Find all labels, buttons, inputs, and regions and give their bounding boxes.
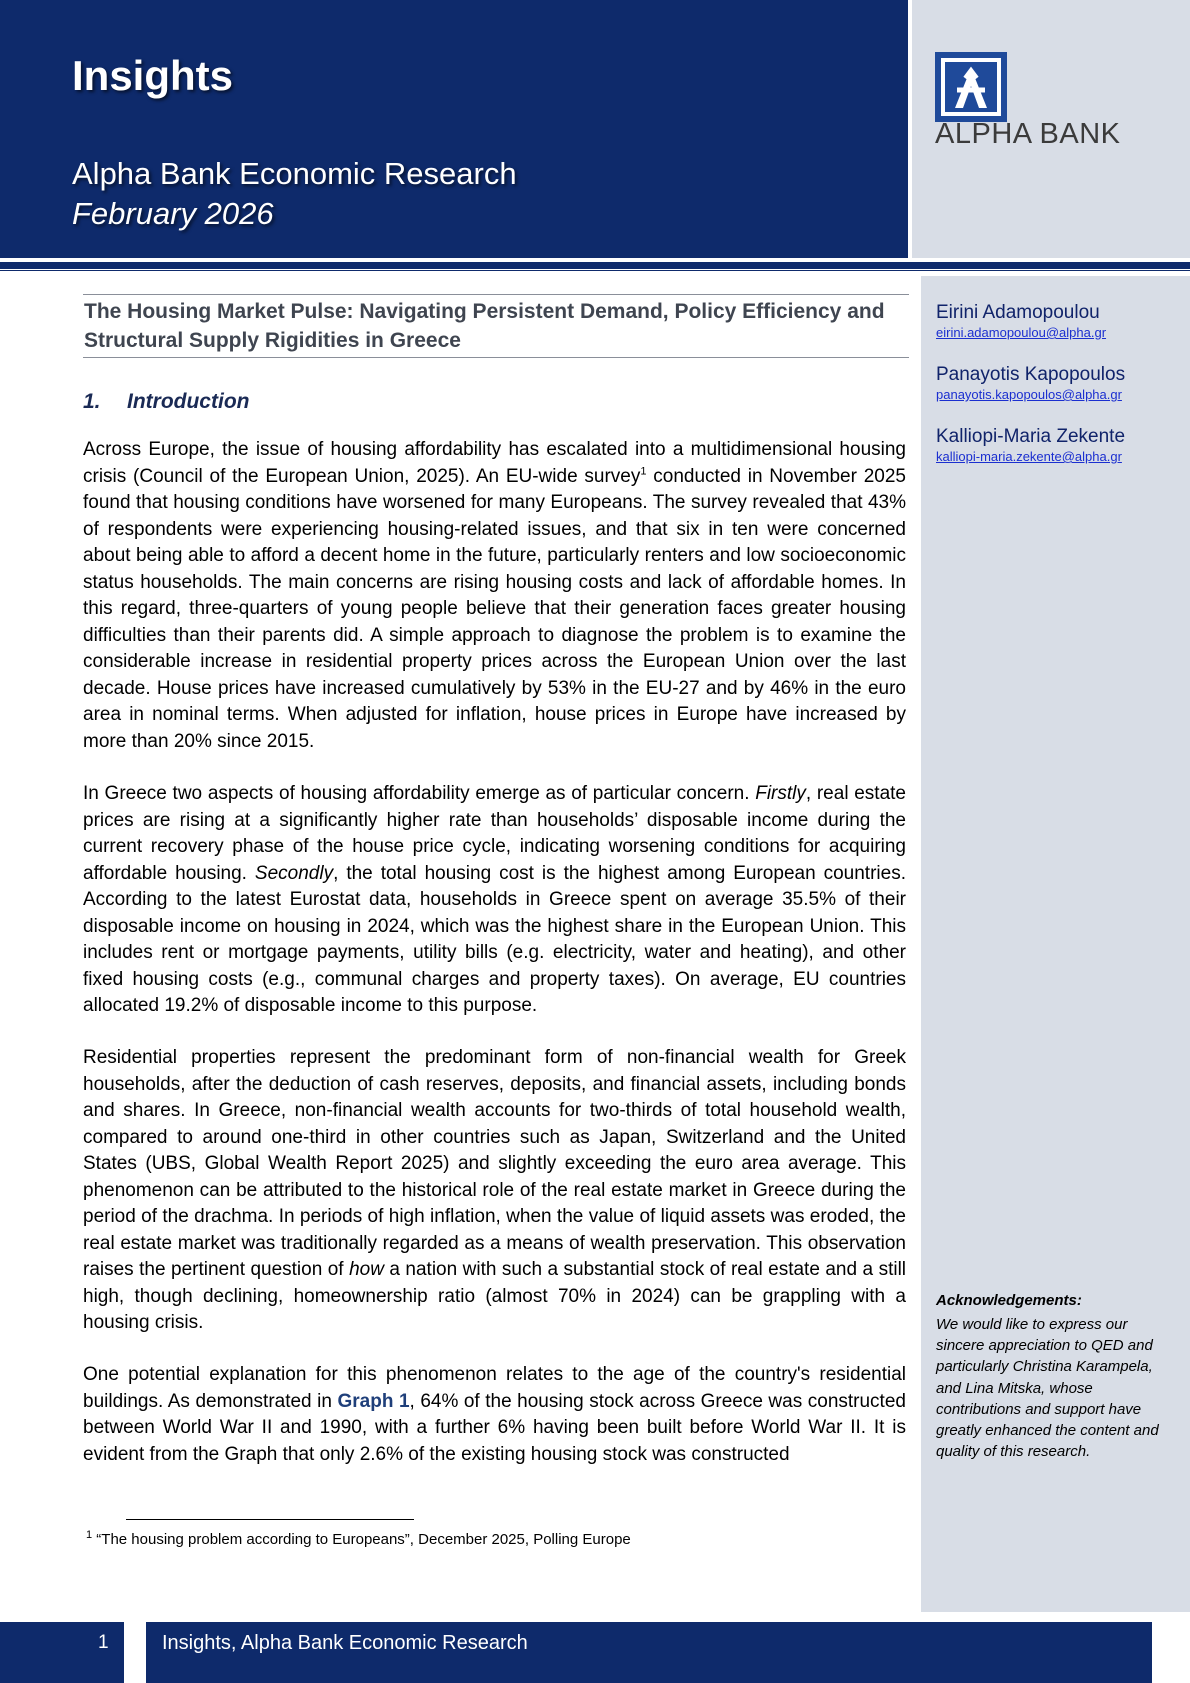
author-name: Eirini Adamopoulou <box>936 302 1100 323</box>
acknowledgements <box>936 1292 1176 1462</box>
author-name: Kalliopi-Maria Zekente <box>936 426 1126 447</box>
paragraph-3 <box>83 1045 906 1337</box>
footnote-marker: 1 <box>86 1529 93 1541</box>
author-1 <box>936 302 1106 340</box>
author-3 <box>936 426 1125 464</box>
header-rule <box>0 262 1190 269</box>
alpha-bank-logo-text: ALPHA BANK <box>935 118 1121 150</box>
title-rule-bottom <box>83 357 909 358</box>
text: Residential properties represent the predominant form of non-financial wealth for Greek households, after the deduction of cash reserves, deposits, and financial assets, including bonds and shares. In Greece, non-financial wealth accounts for two-thirds of total household wealth, compared to around one-third in other countries such as Japan, Switzerland and the United States (UBS, Global Wealth Report 2025) and slightly exceeding the euro area average. This phenomenon can be attributed to the historical role of the real estate market in Greece during the period of the drachma. In periods of high inflation, when the value of liquid assets was eroded, the real estate market was traditionally regarded as a means of wealth preservation. This observation raises the pertinent question of <box>83 1047 906 1280</box>
page-number: 1 <box>98 1632 109 1653</box>
emphasis: how <box>349 1259 384 1280</box>
acknowledgements-body: We would like to express our sincere appreciation to QED and particularly Christina Karampela, and Lina Mitska, whose contributions and support have greatly enhanced the content and quality of this research. <box>936 1316 1159 1461</box>
text: In Greece two aspects of housing affordability emerge as of particular concern. <box>83 783 756 804</box>
paragraph-1 <box>83 437 906 755</box>
text: , 64% of the housing stock across Greece was constructed between World War II and 1990, with a further 6% having been built before World War II. It is evident from the Graph that only 2.6% of the existing housing stock was constructed <box>83 1390 906 1465</box>
emphasis: Firstly <box>755 783 806 804</box>
author-2 <box>936 364 1125 402</box>
text: a nation with such a substantial stock of real estate and a still high, though declining, homeownership ratio (almost 70% in 2024) can be grappling with a housing crisis. <box>83 1259 907 1333</box>
graph-reference-link[interactable]: Graph 1 <box>337 1390 410 1412</box>
text: Across Europe, the issue of housing affordability has escalated into a multidimensional housing crisis (Council of the European Union, 2025). An EU-wide survey <box>83 439 906 487</box>
report-date: February 2026 <box>72 196 274 231</box>
footnote <box>86 1531 631 1548</box>
footnote-separator <box>126 1519 414 1520</box>
author-email-link[interactable]: eirini.adamopoulou@alpha.gr <box>936 325 1107 340</box>
section-heading <box>83 390 249 414</box>
text: , the total housing cost is the highest among European countries. According to the latest Eurostat data, households in Greece spent on average 35.5% of their disposable income on housing in 2024, which was the highest share in the European Union. This includes rent or mortgage payments, utility bills (e.g. electricity, water and heating), and other fixed housing costs (e.g., communal charges and property taxes). On average, EU countries allocated 19.2% of disposable income to this purpose. <box>83 862 906 1016</box>
title-rule-top <box>83 294 909 295</box>
text: One potential explanation for this phenomenon relates to the age of the country's residential buildings. As demonstrated in <box>83 1364 906 1412</box>
report-series-title: Insights <box>72 52 234 99</box>
author-email-link[interactable]: kalliopi-maria.zekente@alpha.gr <box>936 449 1122 464</box>
paragraph-2 <box>83 781 906 1020</box>
section-title: Introduction <box>127 390 250 413</box>
alpha-bank-logo-icon <box>935 52 1007 122</box>
header-rule-thin <box>0 270 1190 271</box>
text: , real estate prices are rising at a significantly higher rate than households’ disposable income during the current recovery phase of the house price cycle, indicating worsening conditions for acquiring affordable housing. <box>83 783 907 884</box>
footer-text: Insights, Alpha Bank Economic Research <box>162 1632 528 1654</box>
paragraph-4 <box>83 1362 906 1468</box>
section-number: 1. <box>83 390 101 413</box>
author-name: Panayotis Kapopoulos <box>936 364 1126 385</box>
author-email-link[interactable]: panayotis.kapopoulos@alpha.gr <box>936 387 1122 402</box>
footnote-ref[interactable]: 1 <box>640 465 647 478</box>
footnote-text: “The housing problem according to Europeans”, December 2025, Polling Europe <box>92 1531 631 1548</box>
acknowledgements-title: Acknowledgements: <box>936 1292 1082 1309</box>
emphasis: Secondly <box>254 862 334 884</box>
article-title: The Housing Market Pulse: Navigating Persistent Demand, Policy Efficiency and Structural Supply Rigidities in Greece <box>84 300 885 352</box>
report-publisher: Alpha Bank Economic Research <box>72 156 517 191</box>
text: conducted in November 2025 found that housing conditions have worsened for many Europeans. The survey revealed that 43% of respondents were experiencing housing-related issues, and that six in ten were concerned about being able to afford a decent home in the future, particularly renters and low socioeconomic status households. The main concerns are rising housing costs and lack of affordable homes. In this regard, three-quarters of young people believe that their generation faces greater housing difficulties than their parents did. A simple approach to diagnose the problem is to examine the considerable increase in residential property prices across the European Union over the last decade. House prices have increased cumulatively by 53% in the EU-27 and by 46% in the euro area in nominal terms. When adjusted for inflation, house prices in Europe have increased by more than 20% since 2015. <box>83 465 906 752</box>
